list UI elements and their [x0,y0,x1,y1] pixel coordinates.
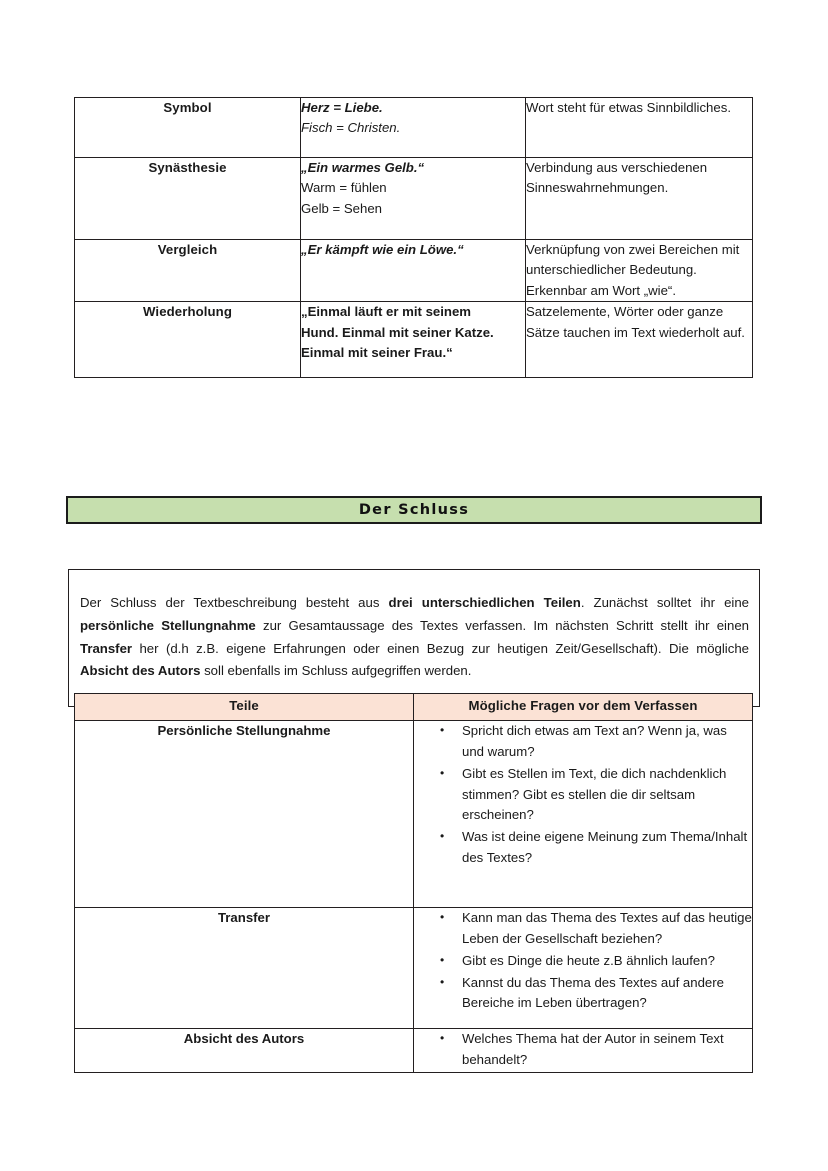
list-item [440,764,752,827]
question-text: Kannst du das Thema des Textes auf andere Bereiche im Leben übertragen? [462,974,724,1011]
intro-run: zur Gesamtaussage des Textes verfassen. Im nächsten Schritt stellt ihr einen [255,617,749,633]
bullet-icon: • [440,765,445,780]
example-line: Herz = Liebe. [301,100,383,115]
stilmittel-term: Symbol [75,98,301,158]
question-text: Welches Thema hat der Autor in seinem Text behandelt? [462,1031,724,1067]
table-row [75,1029,753,1073]
stilmittel-table [74,97,753,378]
schluss-questions-table [74,693,753,1073]
intro-run: soll ebenfalls im Schluss aufgegriffen werden. [200,663,472,679]
stilmittel-example [301,98,526,158]
table-row [75,721,753,908]
stilmittel-term: Wiederholung [75,302,301,378]
table-header-row [75,694,753,721]
bullet-icon: • [440,1031,445,1045]
example-line: „Einmal läuft er mit seinem [301,304,472,320]
list-item [440,908,752,950]
list-item [440,827,752,869]
schluss-part-label: Persönliche Stellungnahme [75,721,414,908]
stilmittel-term: Synästhesie [75,158,301,240]
schluss-part-label: Absicht des Autors [75,1029,414,1073]
schluss-part-label: Transfer [75,908,414,1029]
example-line: Hund. Einmal mit seiner Katze. [301,324,494,340]
intro-run: . Zunächst solltet ihr eine [580,595,750,611]
section-banner [66,496,762,524]
bullet-icon: • [440,952,445,967]
schluss-question-list [414,908,753,1029]
intro-emphasis: Absicht des Autors [80,663,201,679]
stilmittel-example [301,158,526,240]
intro-run: Der Schluss der Textbeschreibung besteht aus [80,595,389,611]
stilmittel-description: Verknüpfung von zwei Bereichen mit unterschiedlicher Bedeutung. Erkennbar am Wort „wie“. [526,240,753,302]
question-text: Was ist deine eigene Meinung zum Thema/Inhalt des Textes? [462,829,748,866]
table-row [75,302,753,378]
intro-paragraph-text [80,592,749,683]
example-line: „Er kämpft wie ein Löwe.“ [301,242,464,257]
table-row [75,240,753,302]
stilmittel-description: Wort steht für etwas Sinnbildliches. [526,98,753,158]
example-line: Einmal mit seiner Frau.“ [301,345,453,361]
intro-emphasis: drei unterschiedlichen Teilen [388,595,581,611]
stilmittel-example [301,302,526,378]
column-header-fragen: Mögliche Fragen vor dem Verfassen [414,694,753,721]
bullet-icon: • [440,723,445,737]
stilmittel-term: Vergleich [75,240,301,302]
column-header-teile: Teile [75,694,414,721]
list-item [440,1029,752,1071]
example-line: „Ein warmes Gelb.“ [301,160,425,175]
table-row [75,98,753,158]
question-text: Gibt es Dinge die heute z.B ähnlich laufen? [462,952,715,968]
list-item [440,951,752,972]
question-text: Kann man das Thema des Textes auf das heutige Leben der Gesellschaft beziehen? [462,910,752,946]
intro-emphasis: Transfer [80,640,133,656]
bullet-icon: • [440,974,445,989]
section-title: Der Schluss [358,502,470,518]
stilmittel-description: Verbindung aus verschiedenen Sinneswahrnehmungen. [526,158,753,240]
question-text: Spricht dich etwas am Text an? Wenn ja, was und warum? [462,723,727,759]
example-line: Warm = fühlen [301,180,387,196]
bullet-icon: • [440,829,445,844]
question-text: Gibt es Stellen im Text, die dich nachdenklich stimmen? Gibt es stellen die dir seltsam erscheinen? [462,765,727,823]
list-item [440,973,752,1015]
intro-emphasis: persönliche Stellungnahme [80,617,256,633]
schluss-question-list [414,1029,753,1073]
stilmittel-example [301,240,526,302]
table-row [75,908,753,1029]
schluss-question-list [414,721,753,908]
stilmittel-description: Satzelemente, Wörter oder ganze Sätze tauchen im Text wiederholt auf. [526,302,753,378]
table-row [75,158,753,240]
example-line: Gelb = Sehen [301,200,383,216]
list-item [440,721,752,763]
intro-run: her (d.h z.B. eigene Erfahrungen oder einen Bezug zur heutigen Zeit/Gesellschaft). Die mögliche [132,640,749,656]
bullet-icon: • [440,910,445,924]
intro-paragraph-box [68,569,760,707]
example-line: Fisch = Christen. [301,120,401,136]
